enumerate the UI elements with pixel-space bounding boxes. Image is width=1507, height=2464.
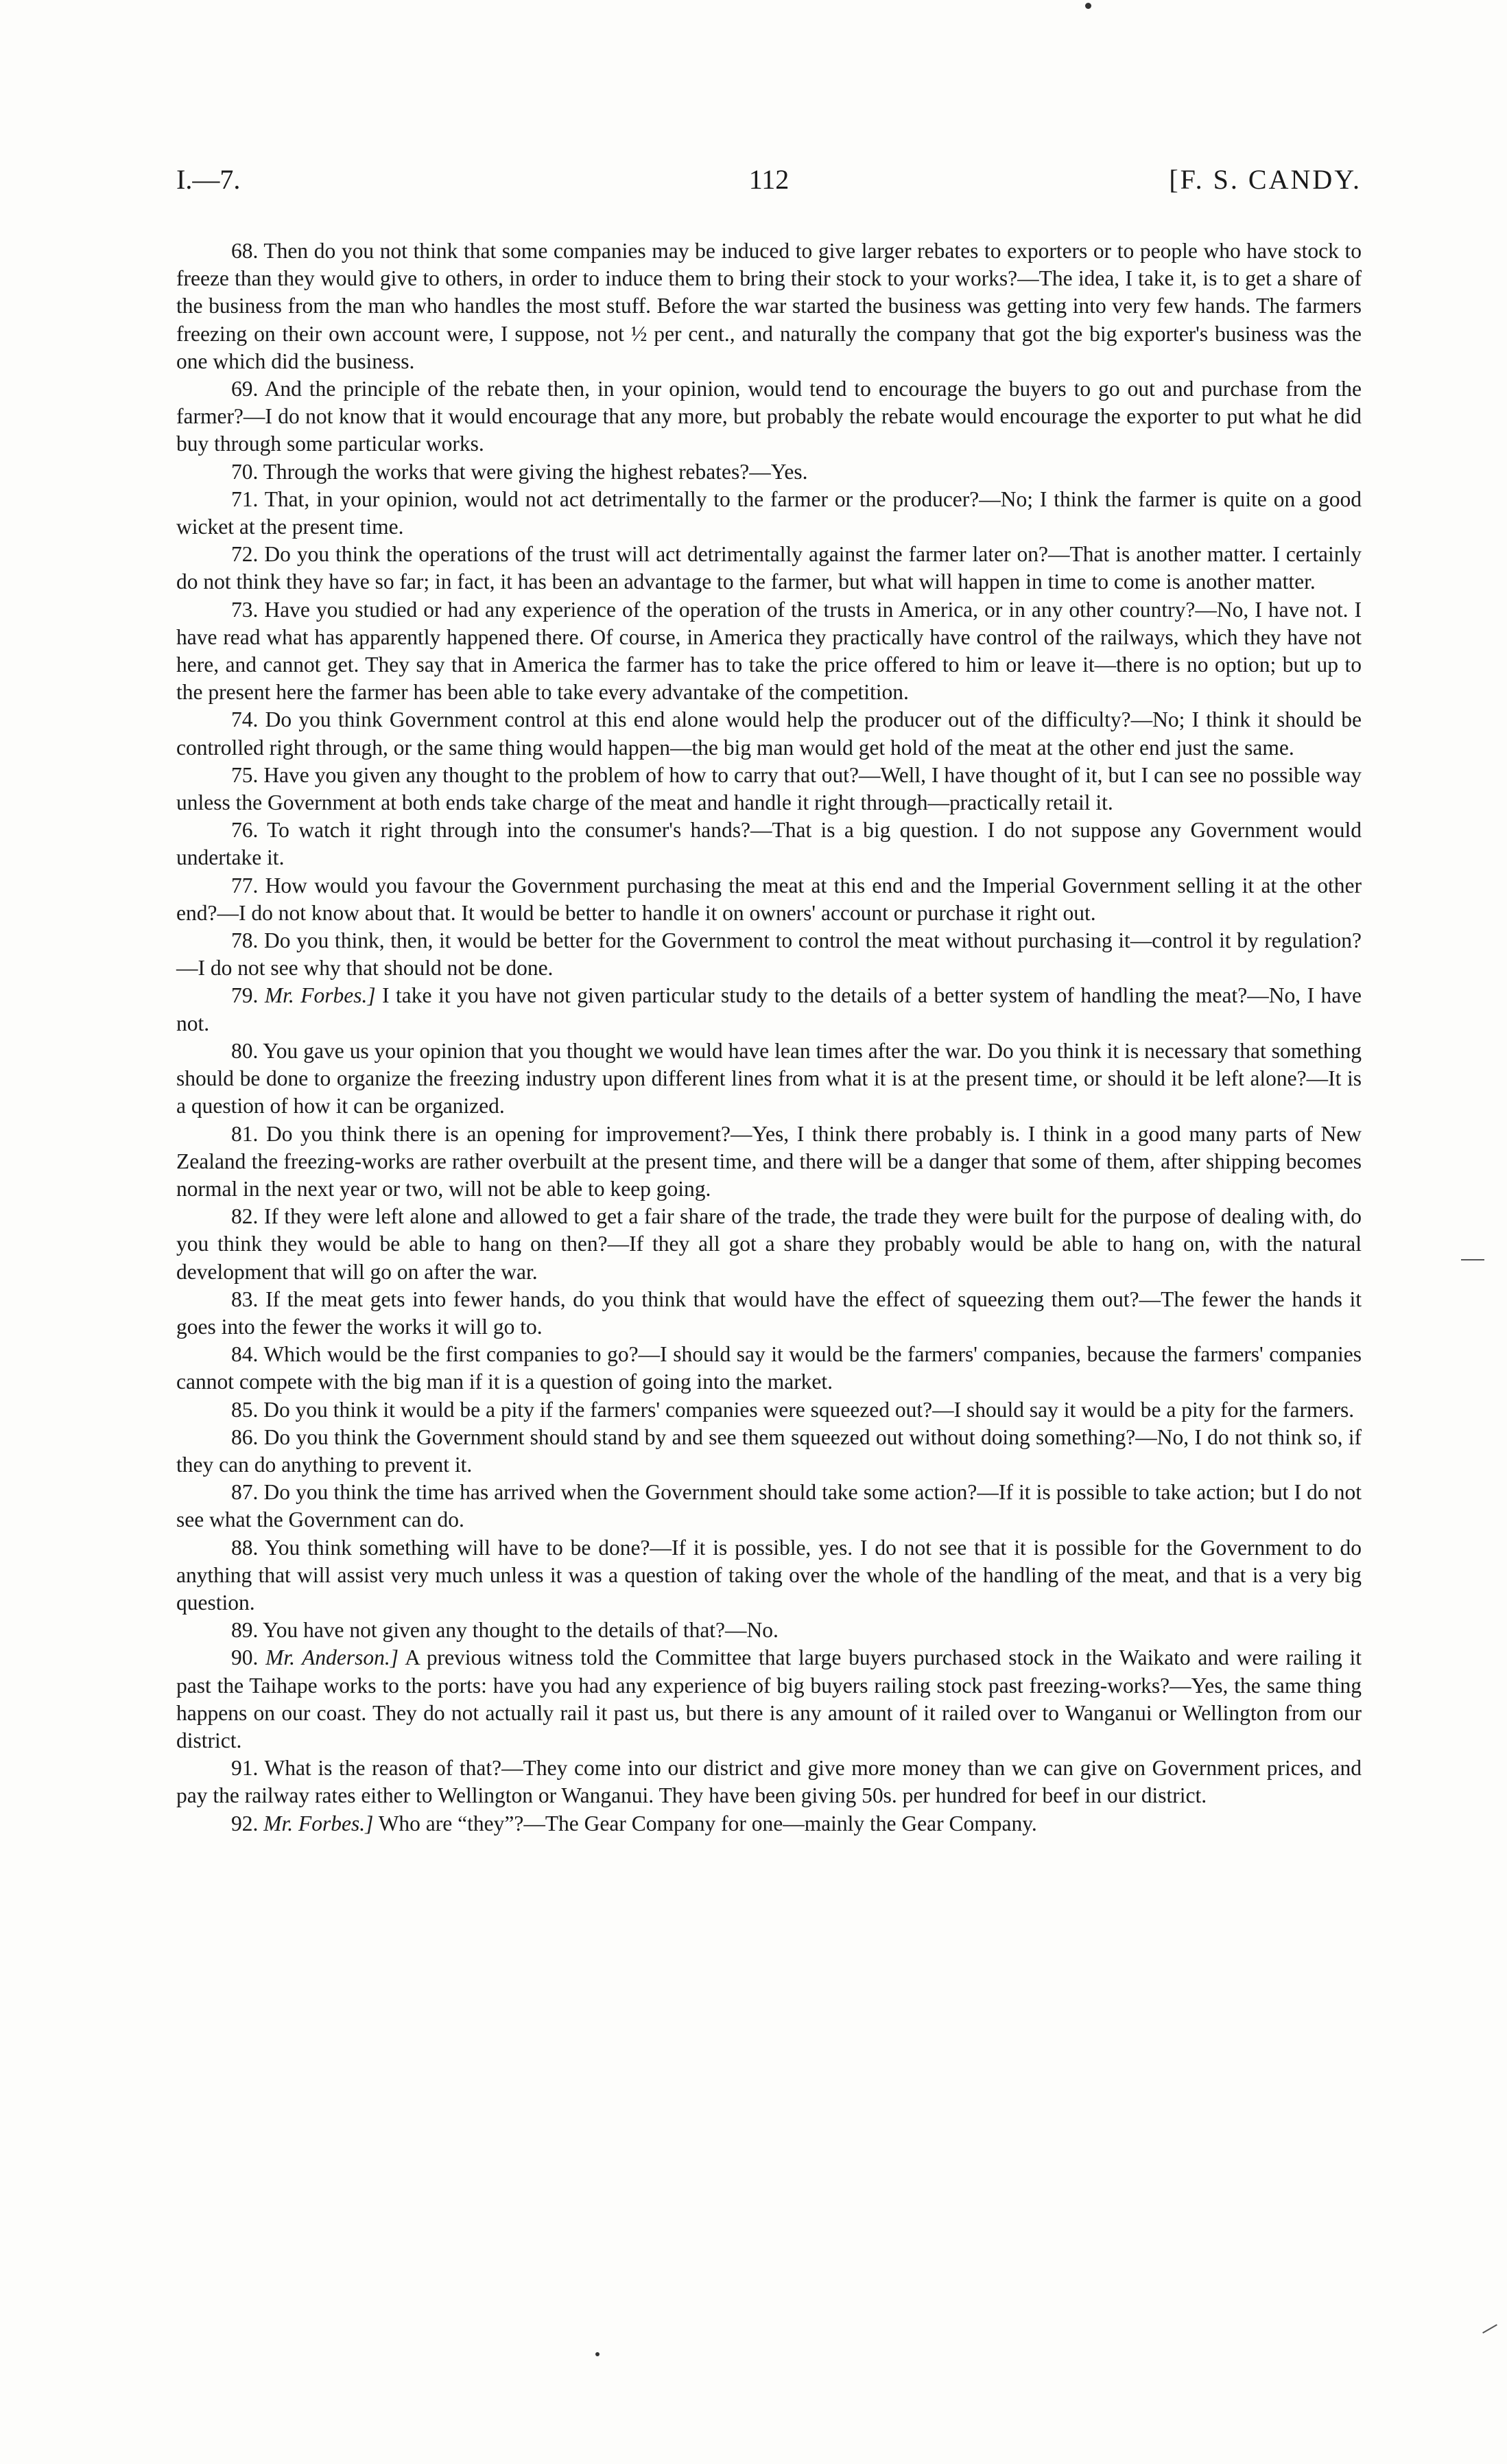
question-text: Have you studied or had any experience of the operation of the trusts in America, or in any other country?—No, I have not. I have read what has apparently happened there. Of course, in America they practically have control of the railways, which they have not here, and cannot get. They say that in America the farmer has to take the price offered to him or leave it—there is no option; but up to the present here the farmer has been able to take every advantake of the competition. — [176, 597, 1362, 705]
evidence-body — [176, 237, 1362, 1838]
question-text: You think something will have to be done?—If it is possible, yes. I do not see that it is possible for the Government to do anything that will assist very much unless it was a question of taking over the whole of the handling of the meat, and that is a very big question. — [176, 1535, 1362, 1615]
margin-tick-mark — [1482, 2324, 1497, 2334]
question-text: If they were left alone and allowed to get a fair share of the trade, the trade they were built for the purpose of dealing with, do you think they would be able to hang on then?—If they all got a share they probably would be able to hang on, with the natural development that will go on after the war. — [176, 1204, 1362, 1284]
question-number: 80. — [231, 1038, 259, 1063]
question-paragraph — [176, 541, 1362, 596]
question-paragraph — [176, 1810, 1362, 1838]
question-paragraph — [176, 1644, 1362, 1755]
question-number: 76. — [231, 818, 259, 843]
question-number: 90. — [231, 1645, 259, 1670]
ink-speck — [595, 2352, 600, 2356]
page-number: 112 — [748, 164, 790, 195]
question-text: Do you think, then, it would be better for the Government to control the meat without purchasing it—control it by regulation?—I do not see why that should not be done. — [176, 928, 1362, 981]
question-paragraph — [176, 486, 1362, 541]
question-paragraph — [176, 1424, 1362, 1479]
question-text: A previous witness told the Committee that large buyers purchased stock in the Waikato and were railing it past the Taihape works to the ports: have you had any experience of big buyers railing stock past freezing-works?—Yes, the same thing happens on our coast. They do not actually rail it past us, but there is any amount of it railed over to Wanganui or Wellington from our district. — [176, 1645, 1362, 1752]
witness-name: [F. S. CANDY. — [1169, 164, 1362, 195]
question-paragraph — [176, 1534, 1362, 1617]
question-text: You have not given any thought to the details of that?—No. — [263, 1618, 779, 1643]
question-text: Who are “they”?—The Gear Company for one—mainly the Gear Company. — [378, 1811, 1037, 1835]
question-text: Do you think there is an opening for improvement?—Yes, I think there probably is. I think in a good many parts of New Zealand the freezing-works are rather overbuilt at the present time, and there will be a danger that some of them, after shipping becomes normal in the next year or two, will not be able to keep going. — [176, 1121, 1362, 1201]
question-text: That, in your opinion, would not act detrimentally to the farmer or the producer?—No; I think the farmer is quite on a good wicket at the present time. — [176, 486, 1362, 539]
question-paragraph — [176, 1037, 1362, 1120]
question-number: 89. — [231, 1618, 259, 1643]
question-number: 71. — [231, 486, 259, 511]
question-paragraph — [176, 1120, 1362, 1204]
ink-speck — [1085, 3, 1091, 9]
question-number: 83. — [231, 1287, 259, 1311]
question-text: Have you given any thought to the problem of how to carry that out?—Well, I have thought of it, but I can see no possible way unless the Government at both ends take charge of the meat and handle it right through—practically retail it. — [176, 762, 1362, 815]
question-number: 85. — [231, 1397, 259, 1422]
question-number: 86. — [231, 1424, 259, 1449]
question-number: 82. — [231, 1204, 259, 1229]
question-paragraph — [176, 1479, 1362, 1534]
question-number: 78. — [231, 928, 259, 953]
question-paragraph — [176, 237, 1362, 375]
question-text: How would you favour the Government purchasing the meat at this end and the Imperial Government selling it at the other end?—I do not know about that. It would be better to handle it on owners' account or purchase it right out. — [176, 873, 1362, 925]
question-text: Do you think the time has arrived when the Government should take some action?—If it is possible to take action; but I do not see what the Government can do. — [176, 1480, 1362, 1532]
question-paragraph — [176, 817, 1362, 871]
question-paragraph — [176, 1341, 1362, 1396]
question-number: 91. — [231, 1756, 259, 1781]
document-reference: I.—7. — [176, 164, 241, 195]
question-number: 77. — [231, 873, 259, 897]
question-paragraph — [176, 458, 1362, 486]
question-number: 79. — [231, 983, 259, 1008]
question-text: Do you think Government control at this end alone would help the producer out of the difficulty?—No; I think it should be controlled right through, or the same thing would happen—the big man would get hold of the meat at the other end just the same. — [176, 707, 1362, 760]
question-paragraph — [176, 762, 1362, 817]
question-paragraph — [176, 1203, 1362, 1286]
question-paragraph — [176, 1617, 1362, 1644]
question-number: 72. — [231, 542, 259, 567]
page-header — [176, 163, 1362, 204]
question-paragraph — [176, 596, 1362, 707]
question-text: Which would be the first companies to go?—I should say it would be the farmers' companies, because the farmers' companies cannot compete with the big man if it is a question of going into the market. — [176, 1342, 1362, 1394]
question-number: 84. — [231, 1342, 259, 1367]
question-text: You gave us your opinion that you thought we would have lean times after the war. Do you think it is necessary that something should be done to organize the freezing industry upon different lines from what it is at the present time, or should it be left alone?—It is a question of how it can be organized. — [176, 1038, 1362, 1118]
question-text: And the principle of the rebate then, in your opinion, would tend to encourage the buyers to go out and purchase from the farmer?—I do not know that it would encourage that any more, but probably the rebate would encourage the exporter to put what he did buy through some particular works. — [176, 377, 1362, 456]
question-paragraph — [176, 872, 1362, 927]
question-text: If the meat gets into fewer hands, do you think that would have the effect of squeezing them out?—The fewer the hands it goes into the fewer the works it will go to. — [176, 1287, 1362, 1339]
question-text: Do you think the operations of the trust will act detrimentally against the farmer later on?—That is another matter. I certainly do not think they have so far; in fact, it has been an advantage to the farmer, but what will happen in time to come is another matter. — [176, 542, 1362, 594]
question-text: What is the reason of that?—They come into our district and give more money than we can give on Government prices, and pay the railway rates either to Wellington or Wanganui. They have been giving 50s. per hundred for beef in our district. — [176, 1756, 1362, 1808]
question-text: Through the works that were giving the highest rebates?—Yes. — [263, 459, 808, 484]
question-paragraph — [176, 927, 1362, 982]
committee-member: Mr. Forbes.] — [264, 983, 376, 1008]
question-paragraph — [176, 375, 1362, 458]
question-paragraph — [176, 1396, 1362, 1424]
question-text: Do you think the Government should stand by and see them squeezed out without doing something?—No, I do not think so, if they can do anything to prevent it. — [176, 1424, 1362, 1477]
question-text: I take it you have not given particular study to the details of a better system of handling the meat?—No, I have not. — [176, 983, 1362, 1035]
question-number: 88. — [231, 1535, 259, 1560]
question-text: Do you think it would be a pity if the farmers' companies were squeezed out?—I should say it would be a pity for the farmers. — [263, 1397, 1355, 1422]
committee-member: Mr. Anderson.] — [265, 1645, 399, 1670]
question-text: To watch it right through into the consumer's hands?—That is a big question. I do not suppose any Government would undertake it. — [176, 818, 1362, 870]
question-text: Then do you not think that some companies may be induced to give larger rebates to exporters or to people who have stock to freeze than they would give to others, in order to induce them to bring their stock to your works?—The idea, I take it, is to get a share of the business from the man who handles the most stuff. Before the war started the business was getting into very few hands. The farmers freezing on their own account were, I suppose, not ½ per cent., and naturally the company that got the big exporter's business was the one which did the business. — [176, 239, 1362, 373]
question-number: 73. — [231, 597, 259, 622]
question-number: 74. — [231, 707, 259, 732]
committee-member: Mr. Forbes.] — [263, 1811, 374, 1835]
margin-dash-mark — [1461, 1259, 1484, 1260]
question-number: 70. — [231, 459, 259, 484]
question-number: 81. — [231, 1121, 259, 1146]
question-paragraph — [176, 982, 1362, 1037]
question-number: 92. — [231, 1811, 259, 1835]
question-number: 69. — [231, 377, 259, 401]
question-paragraph — [176, 1755, 1362, 1809]
question-paragraph — [176, 706, 1362, 761]
question-paragraph — [176, 1286, 1362, 1341]
question-number: 68. — [231, 239, 259, 263]
question-number: 87. — [231, 1480, 259, 1505]
question-number: 75. — [231, 762, 259, 787]
